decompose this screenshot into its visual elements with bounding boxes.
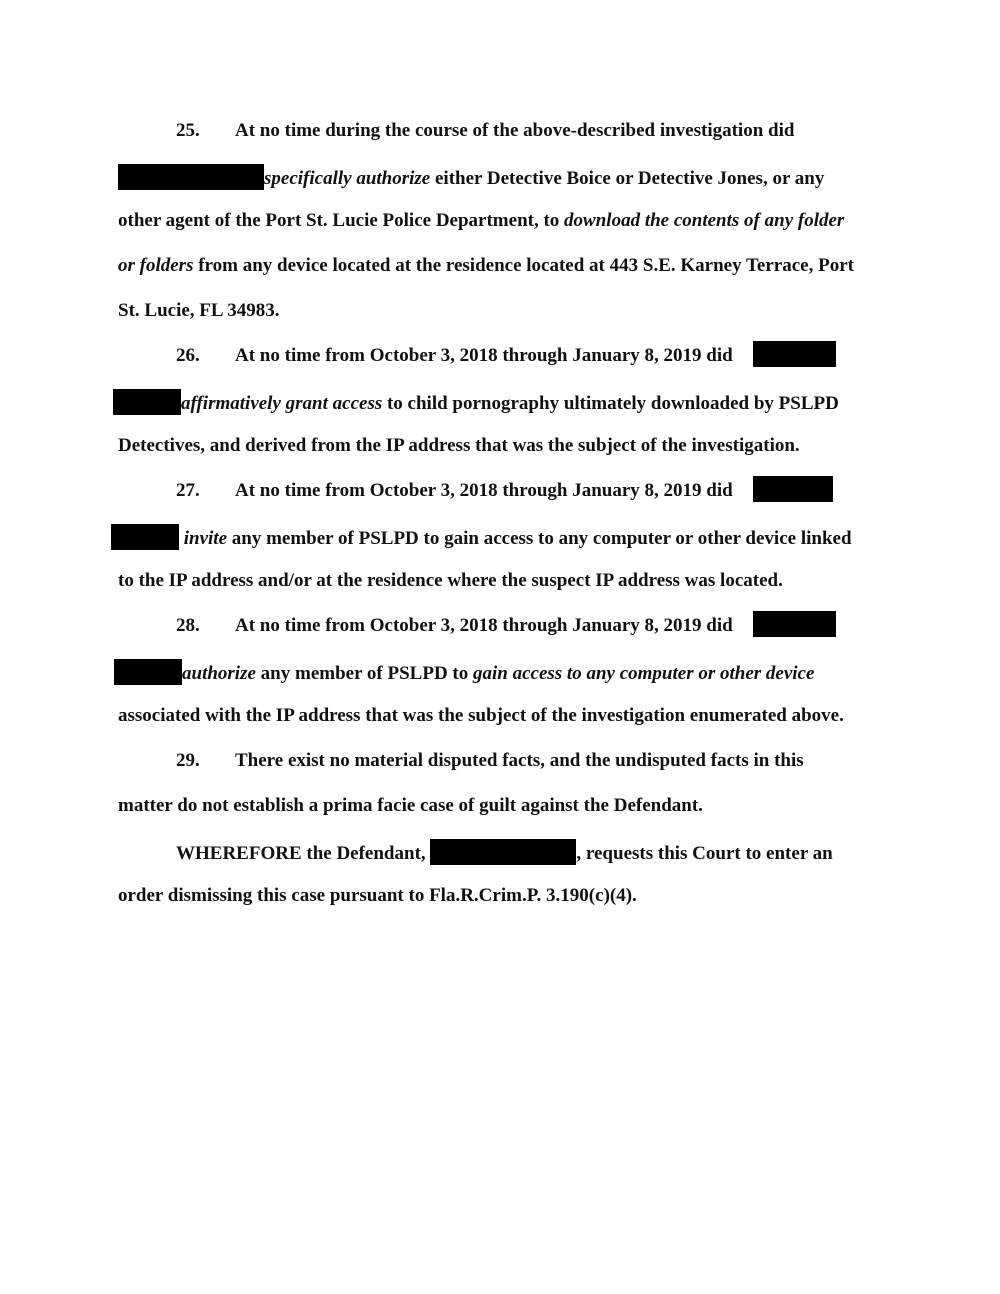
paragraph-27-line-1 [176, 479, 733, 503]
paragraph-text: from any device located at the residence located at 443 S.E. Karney Terrace, Port [193, 255, 854, 276]
paragraph-text: At no time from October 3, 2018 through January 8, 2019 did [235, 615, 733, 636]
paragraph-text: associated with the IP address that was the subject of the investigation enumerated above. [118, 705, 844, 726]
redaction-block [113, 389, 181, 415]
emphasis-text: affirmatively grant access [181, 393, 383, 414]
redaction-block [753, 611, 836, 637]
paragraph-28-line-3 [118, 704, 844, 728]
paragraph-27-line-2 [111, 524, 852, 548]
paragraph-text: matter do not establish a prima facie case of guilt against the Defendant. [118, 795, 703, 816]
paragraph-27-line-3 [118, 569, 783, 593]
paragraph-number: 29. [176, 750, 200, 771]
redaction-block [753, 341, 836, 367]
paragraph-text: any member of PSLPD to [255, 663, 473, 684]
paragraph-26-line-3 [118, 434, 800, 458]
emphasis-text: gain access to any computer or other device [473, 663, 815, 684]
emphasis-text: download the contents of any folder [564, 210, 845, 231]
wherefore-text: order dismissing this case pursuant to Fla.R.Crim.P. 3.190(c)(4). [118, 885, 637, 906]
wherefore-text: , requests this Court to enter an [576, 843, 833, 864]
paragraph-29-line-2 [118, 794, 703, 818]
paragraph-text: St. Lucie, FL 34983. [118, 300, 280, 321]
paragraph-number: 28. [176, 615, 200, 636]
paragraph-text: Detectives, and derived from the IP address that was the subject of the investigation. [118, 435, 800, 456]
redaction-block [118, 164, 264, 190]
redaction-block [430, 839, 576, 865]
emphasis-text: or folders [118, 255, 194, 276]
redaction-block [753, 476, 833, 502]
paragraph-text: At no time during the course of the above-described investigation did [235, 120, 795, 141]
paragraph-29-line-1 [176, 749, 804, 773]
paragraph-text: At no time from October 3, 2018 through January 8, 2019 did [235, 480, 733, 501]
paragraph-text: other agent of the Port St. Lucie Police Department, to [118, 210, 565, 231]
wherefore-text: WHEREFORE the Defendant, [176, 843, 431, 864]
redaction-block [111, 524, 179, 550]
paragraph-text: either Detective Boice or Detective Jones, or any [430, 168, 825, 189]
emphasis-text: authorize [182, 663, 256, 684]
wherefore-line-1 [176, 839, 833, 863]
paragraph-number: 25. [176, 120, 200, 141]
paragraph-number: 26. [176, 345, 200, 366]
paragraph-26-line-2 [113, 389, 839, 413]
paragraph-25-line-4 [118, 254, 854, 278]
paragraph-25-line-2 [118, 164, 824, 188]
paragraph-25-line-3 [118, 209, 844, 233]
paragraph-25-line-1 [176, 119, 794, 143]
paragraph-text: any member of PSLPD to gain access to any computer or other device linked [227, 528, 852, 549]
paragraph-text: There exist no material disputed facts, and the undisputed facts in this [235, 750, 804, 771]
paragraph-28-line-2 [114, 659, 814, 683]
paragraph-text: to the IP address and/or at the residence where the suspect IP address was located. [118, 570, 783, 591]
emphasis-text: specifically authorize [264, 168, 431, 189]
paragraph-text: At no time from October 3, 2018 through January 8, 2019 did [235, 345, 733, 366]
wherefore-line-2 [118, 884, 637, 908]
paragraph-text: to child pornography ultimately downloaded by PSLPD [382, 393, 839, 414]
paragraph-28-line-1 [176, 614, 733, 638]
paragraph-26-line-1 [176, 344, 733, 368]
redaction-block [114, 659, 182, 685]
paragraph-25-line-5 [118, 299, 280, 323]
emphasis-text: invite [183, 528, 228, 549]
paragraph-number: 27. [176, 480, 200, 501]
